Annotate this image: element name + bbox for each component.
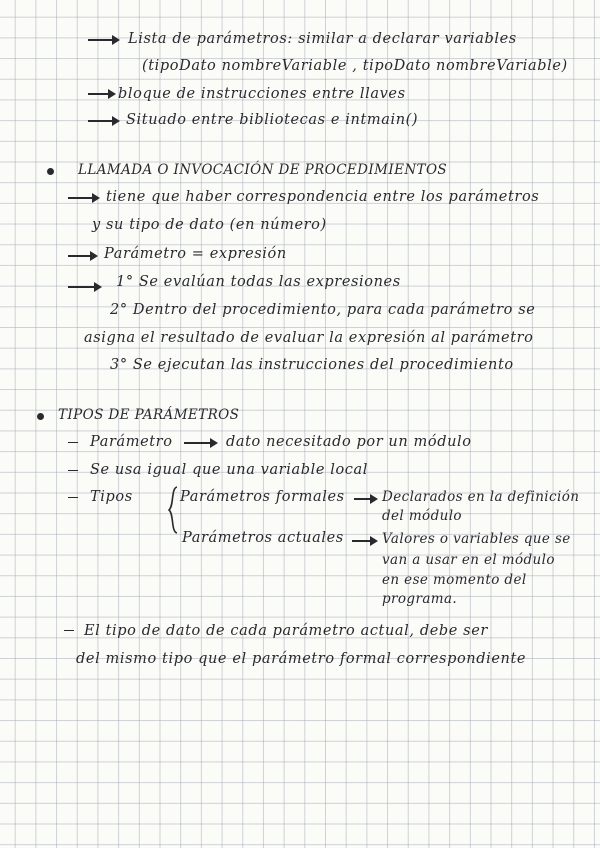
note-line: bloque de instrucciones entre llaves	[118, 86, 406, 102]
dash-icon	[68, 442, 78, 443]
note-line: Lista de parámetros: similar a declarar variables	[128, 31, 517, 47]
note-line: del módulo	[382, 508, 462, 524]
note-line: del mismo tipo que el parámetro formal correspondiente	[76, 651, 527, 667]
note-line: dato necesitado por un módulo	[226, 434, 472, 450]
note-line: van a usar en el módulo	[382, 552, 555, 568]
note-line: 1° Se evalúan todas las expresiones	[116, 274, 401, 290]
bullet-icon	[47, 168, 54, 175]
brace-icon	[168, 486, 178, 534]
arrow-icon	[354, 494, 378, 504]
note-line: Valores o variables que se	[382, 531, 571, 547]
note-line: en ese momento del	[382, 572, 527, 588]
arrow-icon	[352, 536, 378, 546]
note-line: Situado entre bibliotecas e intmain()	[126, 112, 419, 128]
arrow-icon	[88, 116, 120, 126]
note-line: Parámetros formales	[180, 489, 345, 505]
dash-icon	[68, 470, 78, 471]
note-line: tiene que haber correspondencia entre los parámetros	[106, 189, 540, 205]
note-line: Parámetro	[90, 434, 173, 450]
arrow-icon	[88, 89, 116, 99]
note-line: Parámetro = expresión	[104, 246, 287, 262]
dash-icon	[68, 497, 78, 498]
note-line: y su tipo de dato (en número)	[92, 217, 327, 233]
section-heading: TIPOS DE PARÁMETROS	[58, 407, 240, 423]
bullet-icon	[37, 413, 44, 420]
note-line: (tipoDato nombreVariable , tipoDato nombreVariable)	[142, 58, 568, 74]
section-heading: LLAMADA O INVOCACIÓN DE PROCEDIMIENTOS	[78, 162, 448, 178]
note-line: Se usa igual que una variable local	[90, 462, 368, 478]
arrow-icon	[184, 438, 218, 448]
note-line: programa.	[382, 591, 458, 607]
arrow-icon	[68, 282, 102, 292]
note-line: asigna el resultado de evaluar la expresión al parámetro	[84, 330, 534, 346]
note-line: Parámetros actuales	[182, 530, 344, 546]
arrow-icon	[68, 193, 100, 203]
arrow-icon	[68, 251, 98, 261]
note-line: 3° Se ejecutan las instrucciones del procedimiento	[110, 357, 514, 373]
arrow-icon	[88, 35, 120, 45]
dash-icon	[64, 630, 74, 631]
note-line: El tipo de dato de cada parámetro actual, debe ser	[84, 623, 488, 639]
note-line: Declarados en la definición	[382, 489, 580, 505]
note-line: 2° Dentro del procedimiento, para cada parámetro se	[110, 302, 536, 318]
note-line: Tipos	[90, 489, 133, 505]
